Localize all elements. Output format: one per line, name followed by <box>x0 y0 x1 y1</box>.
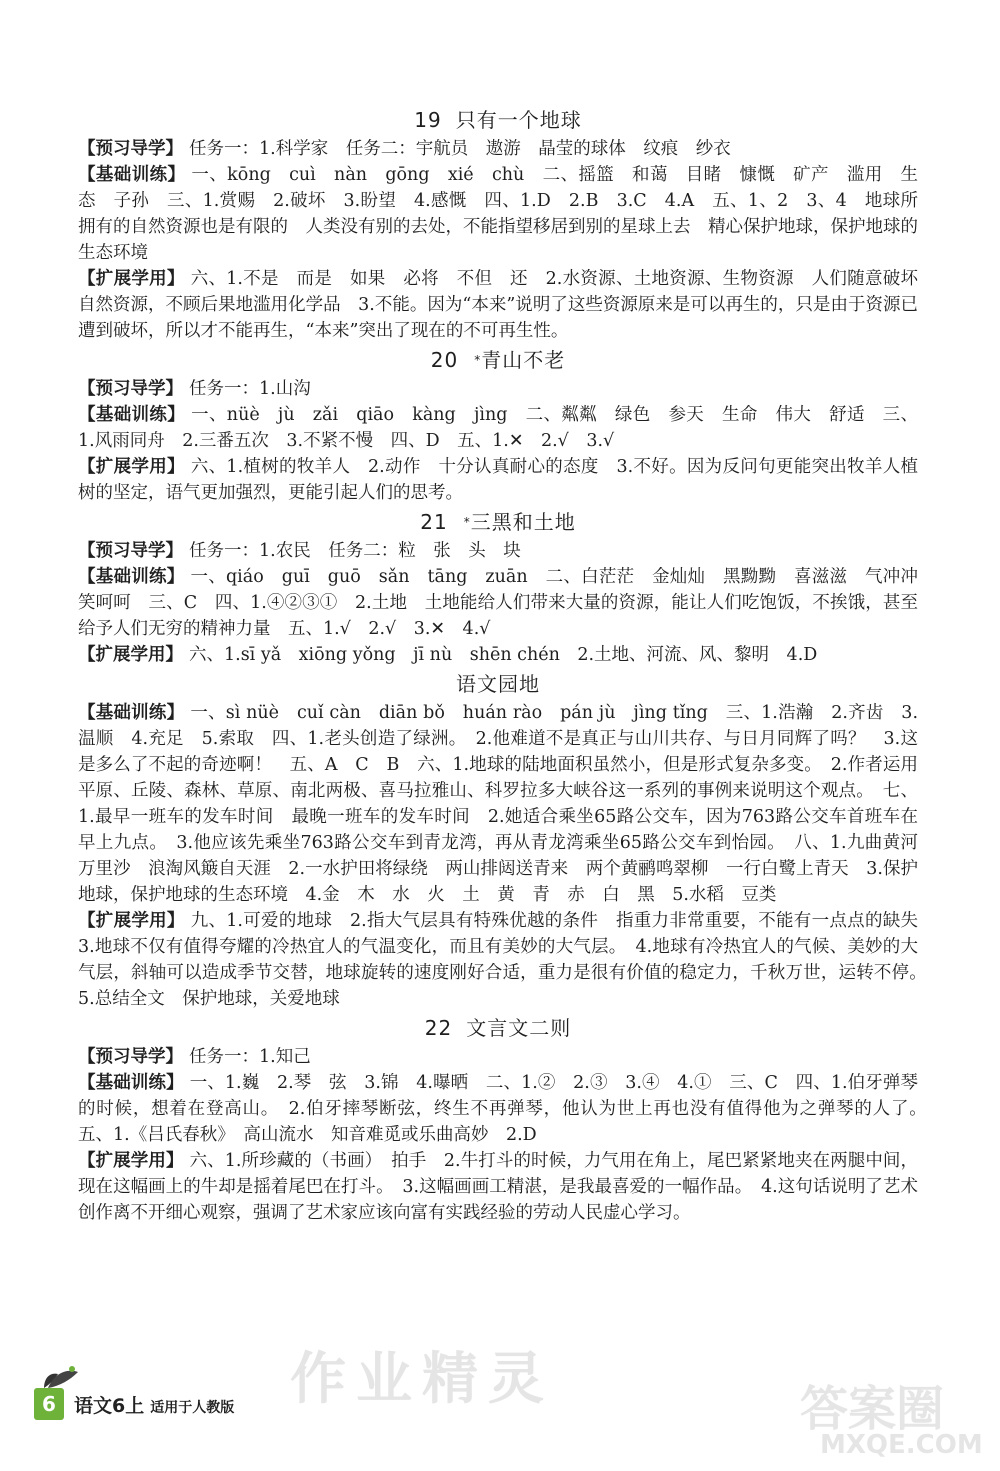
section-tag: 【扩展学用】 <box>78 645 183 665</box>
subject-label: 语文6上 <box>74 1395 145 1417</box>
answer-text: 六、1.植树的牧羊人 2.动作 十分认真耐心的态度 3.不好。因为反问句更能突出牧羊人植树的坚定，语气更加强烈，更能引起人们的思考。 <box>78 457 919 503</box>
section-title <box>78 1012 918 1044</box>
lesson-title: 只有一个地球 <box>455 108 582 132</box>
lesson-number: 20 <box>430 348 459 372</box>
answer-paragraph <box>78 136 918 162</box>
optional-mark: * <box>463 515 471 529</box>
lesson-title: 三黑和土地 <box>470 510 576 534</box>
answer-paragraph <box>78 1148 918 1226</box>
section-tag: 【预习导学】 <box>78 379 183 399</box>
page-number: 6 <box>34 1388 64 1420</box>
answer-paragraph <box>78 266 918 344</box>
answer-paragraph <box>78 1044 918 1070</box>
section-tag: 【扩展学用】 <box>78 457 185 477</box>
section-title <box>78 104 918 136</box>
answer-text: 任务一：1.农民 任务二：粒 张 头 块 <box>189 541 521 561</box>
answer-text: 一、1.巍 2.琴 弦 3.锦 4.曝晒 二、1.② 2.③ 3.④ 4.① 三、C 四、1.伯牙弹琴的时候，想着在登高山。 2.伯牙摔琴断弦，终生不再弹琴，他认为世上再也没有值得他为之弹琴的人了。 五、1.《吕氏春秋》 高山流水 知音难觅或乐曲高妙 2.D <box>78 1073 936 1145</box>
answer-text: 任务一：1.知己 <box>189 1047 311 1067</box>
section-tag: 【扩展学用】 <box>78 269 185 289</box>
section-tag: 【基础训练】 <box>78 165 186 185</box>
lesson-number: 19 <box>414 108 442 132</box>
answer-text: 一、kōng cuì nàn gōng xié chù 二、摇篮 和蔼 目睹 慷慨 矿产 滥用 生态 子孙 三、1.赏赐 2.破坏 3.盼望 4.感慨 四、1.D 2.B 3.C 4.A 五、1、2 3、4 地球所拥有的自然资源也是有限的 人类没有别的去处，不能指望移居到别的星球上去 精心保护地球，保护地球的生态环境 <box>78 165 919 263</box>
section-tag: 【基础训练】 <box>78 703 185 723</box>
lesson-number: 22 <box>424 1016 453 1040</box>
lesson-title: 文言文二则 <box>466 1016 572 1040</box>
answer-text: 六、1.所珍藏的（书画） 拍手 2.牛打斗的时候，力气用在角上，尾巴紧紧地夹在两腿中间，现在这幅画上的牛却是摇着尾巴在打斗。 3.这幅画画工精湛，是我最喜爱的一幅作品。 4.这句话说明了艺术创作离不开细心观察，强调了艺术家应该向富有实践经验的劳动人民虚心学习。 <box>78 1151 919 1223</box>
answer-paragraph <box>78 1070 936 1148</box>
answer-paragraph <box>78 162 918 266</box>
answer-paragraph <box>78 376 918 402</box>
answer-page <box>78 104 936 1226</box>
answer-text: 六、1.不是 而是 如果 必将 不但 还 2.水资源、土地资源、生物资源 人们随意破坏自然资源，不顾后果地滥用化学品 3.不能。因为“本来”说明了这些资源原来是可以再生的，只是由于资源已遭到破坏，所以才不能再生，“本来”突出了现在的不可再生性。 <box>78 269 919 341</box>
answer-paragraph <box>78 700 918 908</box>
section-tag: 【扩展学用】 <box>78 1151 184 1171</box>
sprout-icon <box>36 1364 84 1390</box>
section-tag: 【基础训练】 <box>78 1073 184 1093</box>
answer-paragraph <box>78 564 936 642</box>
answer-paragraph <box>78 642 918 668</box>
section-tag: 【预习导学】 <box>78 541 183 561</box>
section-tag: 【扩展学用】 <box>78 911 185 931</box>
answer-text: 六、1.sī yǎ xiōng yǒng jī nù shēn chén 2.土地、河流、风、黎明 4.D <box>189 645 818 665</box>
watermark-corner: 答案圈 <box>800 1381 945 1437</box>
section-tag: 【预习导学】 <box>78 139 183 159</box>
section-title <box>78 344 918 376</box>
section-title <box>78 506 918 538</box>
answer-text: 一、nüè jù zǎi qiāo kàng jìng 二、粼粼 绿色 参天 生命 伟大 舒适 三、1.风雨同舟 2.三番五次 3.不紧不慢 四、D 五、1.✕ 2.√ 3.√ <box>78 405 918 451</box>
lesson-title: 语文园地 <box>456 672 540 696</box>
answer-paragraph <box>78 908 936 1012</box>
lesson-number: 21 <box>420 510 448 534</box>
section-tag: 【预习导学】 <box>78 1047 183 1067</box>
answer-paragraph <box>78 402 918 454</box>
lesson-title: 青山不老 <box>481 348 566 372</box>
optional-mark: * <box>474 353 482 367</box>
answer-text: 任务一：1.山沟 <box>189 379 311 399</box>
watermark-center: 作业精灵 <box>290 1347 554 1412</box>
section-tag: 【基础训练】 <box>78 567 185 587</box>
answer-text: 九、1.可爱的地球 2.指大气层具有特殊优越的条件 指重力非常重要，不能有一点点的缺失 3.地球不仅有值得夸耀的冷热宜人的气温变化，而且有美妙的大气层。 4.地球有冷热宜人的气候、美妙的大气层，斜轴可以造成季节交替，地球旋转的速度刚好合适，重力是很有价值的稳定力，千秋万世，运转不停。 5.总结全文 保护地球，关爱地球 <box>78 911 936 1009</box>
watermark-url: MXQE.COM <box>820 1430 983 1460</box>
answer-paragraph <box>78 538 918 564</box>
answer-text: 一、qiáo guī guō sǎn tāng zuān 二、白茫茫 金灿灿 黑黝黝 喜滋滋 气冲冲 笑呵呵 三、C 四、1.④②③① 2.土地 土地能给人们带来大量的资源，能让人们吃饱饭，不挨饿，甚至给予人们无穷的精神力量 五、1.√ 2.√ 3.✕ 4.√ <box>78 567 936 639</box>
answer-text: 一、sì nüè cuǐ càn diān bǒ huán rào pán jù jìng tǐng 三、1.浩瀚 2.齐齿 3.温顺 4.充足 5.索取 四、1.老头创造了绿洲。 2.他难道不是真正与山川共存、与日月同辉了吗？ 3.这是多么了不起的奇迹啊！ 五、A C B 六、1.地球的陆地面积虽然小，但是形式复杂多变。 2.作者运用平原、丘陵、森林、草原、南北两极、喜马拉雅山、科罗拉多大峡谷这一系列的事例来说明这个观点。 七、1.最早一班车的发车时间 最晚一班车的发车时间 2.她适合乘坐65路公交车，因为763路公交车首班车在早上九点。 3.他应该先乘坐763路公交车到青龙湾，再从青龙湾乘坐65路公交车到怡园。 八、1.九曲黄河万里沙 浪淘风簸自天涯 2.一水护田将绿绕 两山排闼送青来 两个黄鹂鸣翠柳 一行白鹭上青天 3.保护地球，保护地球的生态环境 4.金 木 水 火 土 黄 青 赤 白 黑 5.水稻 豆类 <box>78 703 919 905</box>
answer-paragraph <box>78 454 918 506</box>
edition-label: 适用于人教版 <box>150 1400 235 1416</box>
answer-text: 任务一：1.科学家 任务二：宇航员 遨游 晶莹的球体 纹痕 纱衣 <box>189 139 731 159</box>
section-tag: 【基础训练】 <box>78 405 186 425</box>
section-title <box>78 668 918 700</box>
book-label <box>74 1391 234 1418</box>
